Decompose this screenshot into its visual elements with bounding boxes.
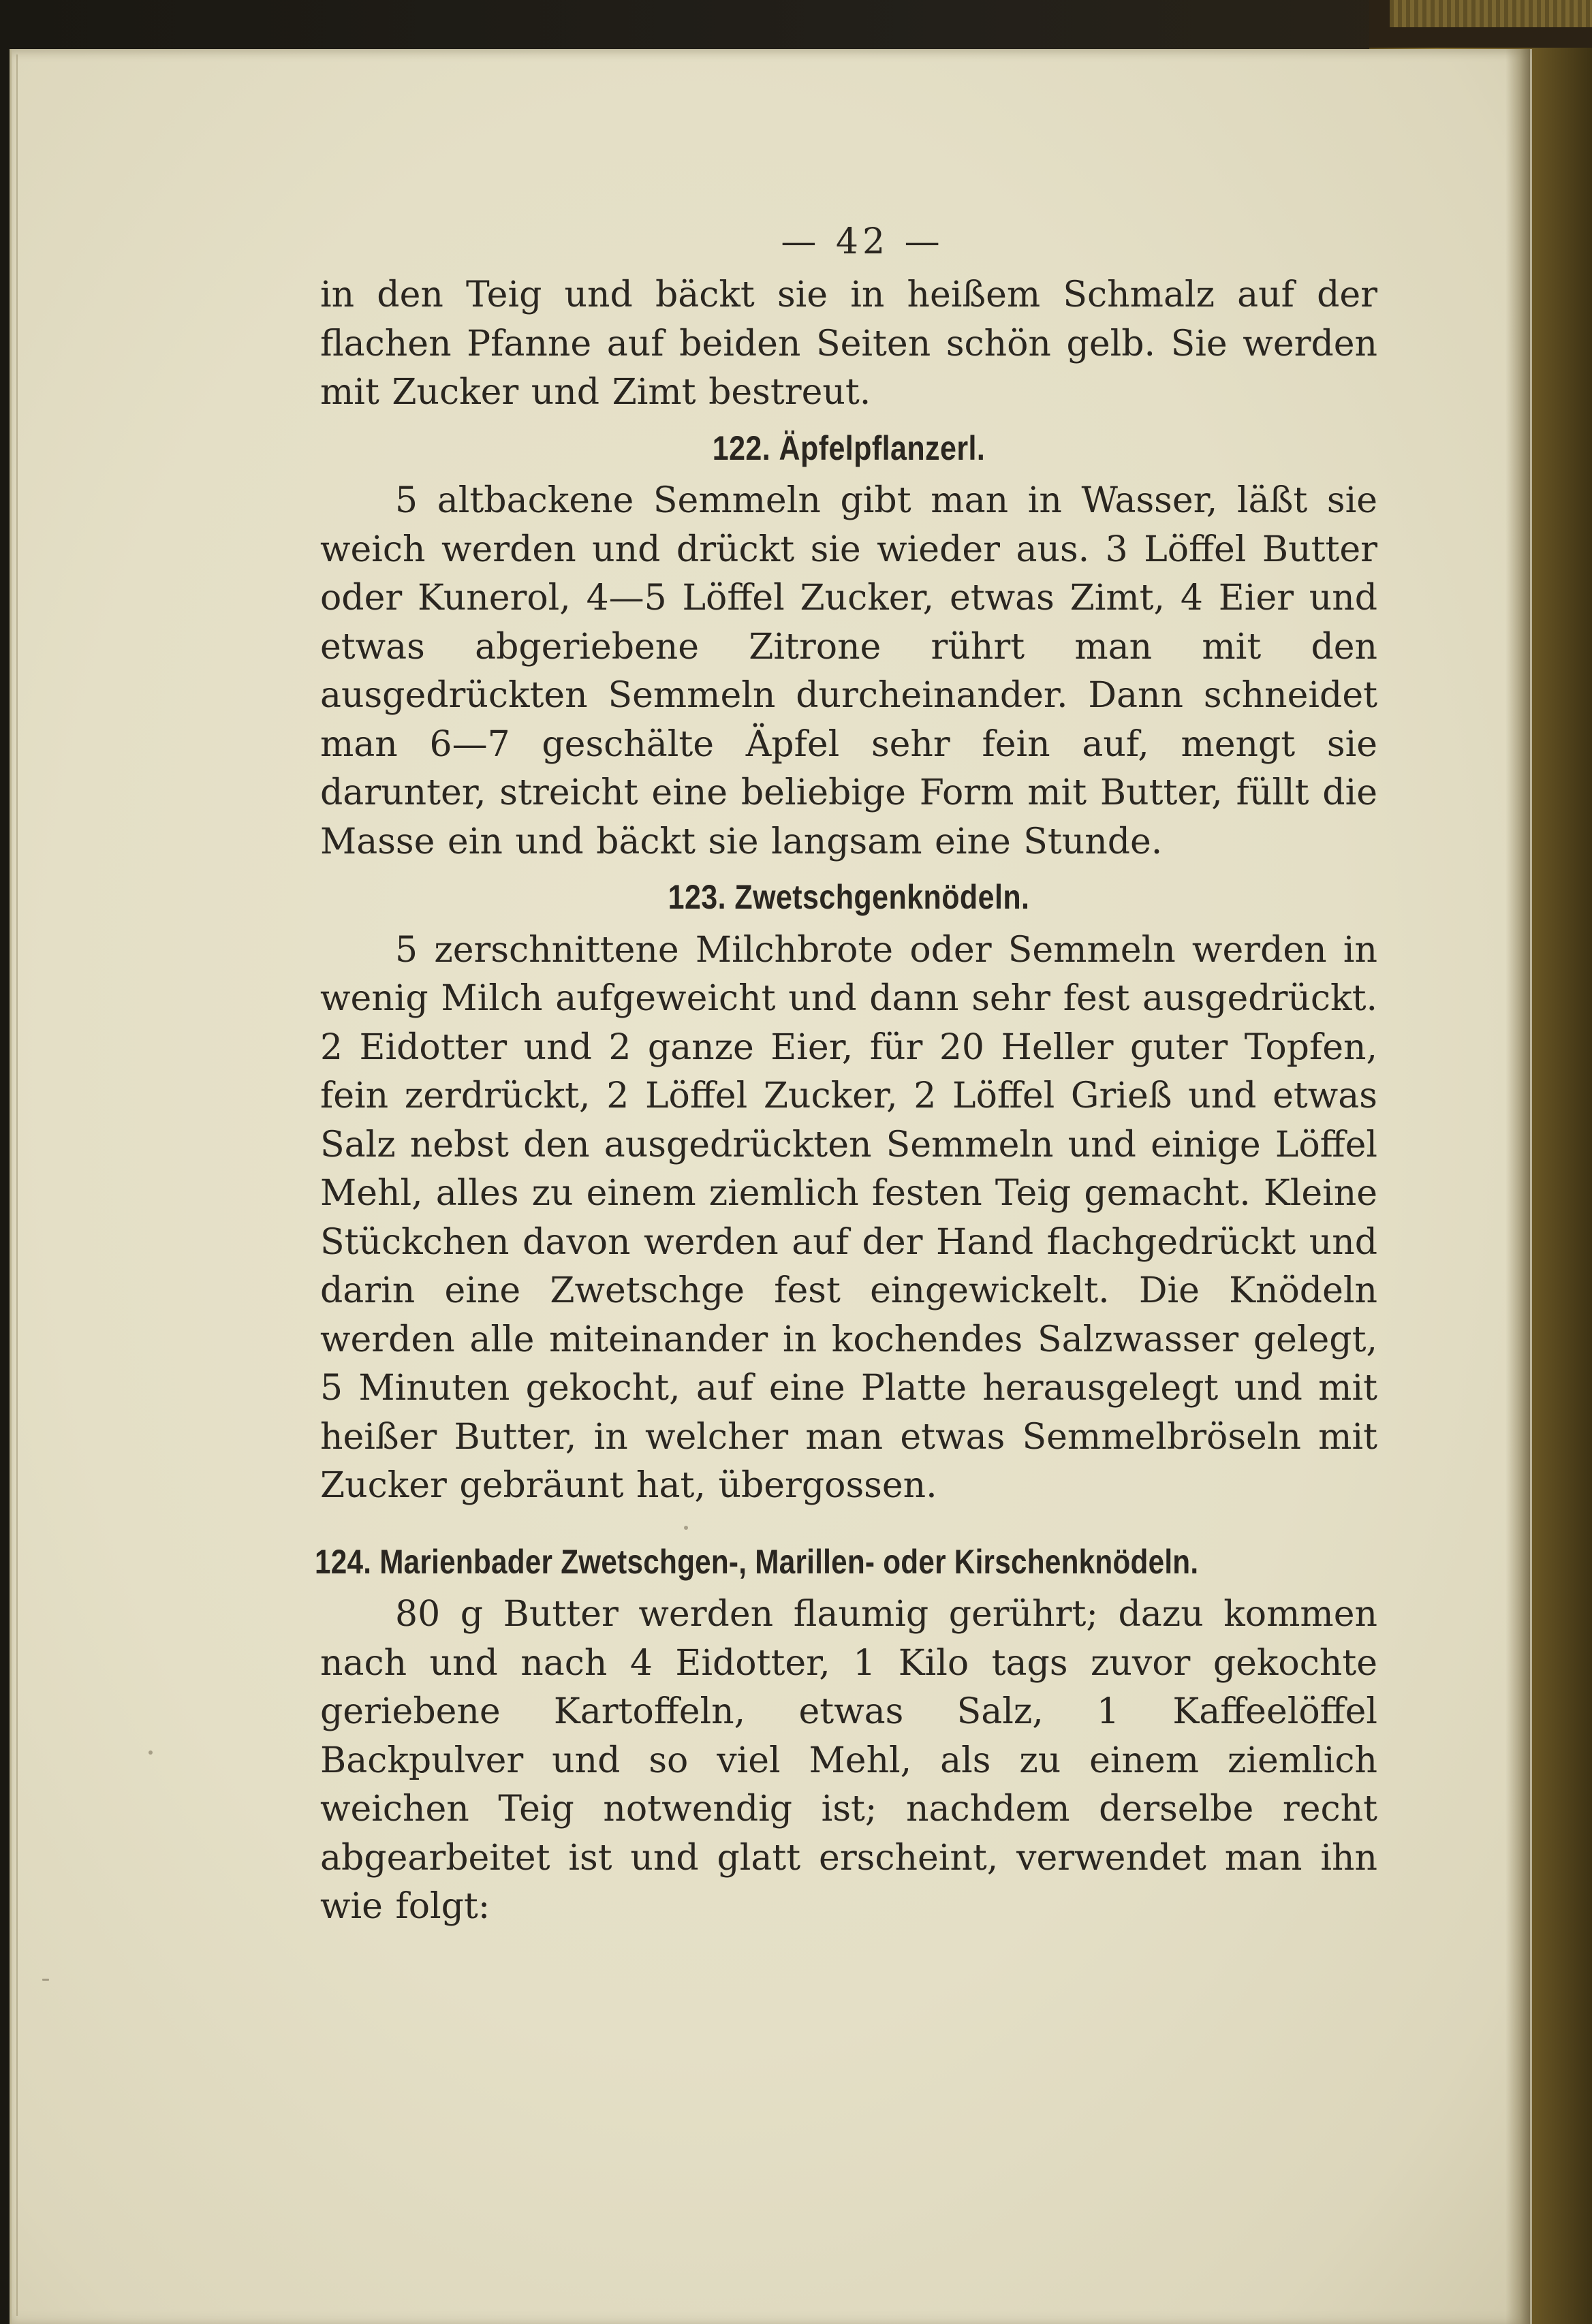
recipe-123-body: 5 zerschnittene Milchbrote oder Semmeln werden in wenig Milch aufgeweicht und dann sehr fest ausgedrückt. 2 Eidotter und 2 ganze Eier, für 20 Heller guter Topfen, fein zerdrückt, 2 Löffel Zucker, 2 Löffel Grieß und etwas Salz nebst den ausgedrückten Semmeln und einige Löffel Mehl, alles zu einem ziemlich festen Teig gemacht. Kleine Stückchen davon werden auf der Hand flachgedrückt und darin eine Zwetschge fest eingewickelt. Die Knödeln werden alle miteinander in kochendes Salzwasser gelegt, 5 Minuten gekocht, auf eine Platte herausgelegt und mit heißer Butter, in welcher man etwas Semmelbröseln mit Zucker gebräunt hat, übergossen. (320, 929, 1377, 1506)
book-cover-texture (1390, 0, 1592, 27)
recipe-122-title: 122. Äpfelpflanzerl. (712, 428, 986, 467)
recipe-123-title: 123. Zwetschgenknödeln. (668, 878, 1030, 916)
paper-speck (149, 1750, 153, 1755)
recipe-124-title: 124. Marienbader Zwetschgen-, Marillen- oder Kirschenknödeln. (315, 1542, 1199, 1581)
recipe-124-body: 80 g Butter werden flaumig gerührt; dazu kommen nach und nach 4 Eidotter, 1 Kilo tags zuvor gekochte geriebene Kartoffeln, etwas Salz, 1 Kaffeelöffel Backpulver und so viel Mehl, als zu einem ziemlich weichen Teig notwendig ist; nachdem derselbe recht abgearbeitet ist und glatt erscheint, verwendet man ihn wie folgt: (320, 1594, 1377, 1927)
intro-paragraph: in den Teig und bäckt sie in heißem Schmalz auf der flachen Pfanne auf beiden Seiten schön gelb. Sie werden mit Zucker und Zimt bestreut. (320, 274, 1377, 413)
page-edge-line (16, 54, 18, 2316)
recipe-122-body: 5 altbackene Semmeln gibt man in Wasser, läßt sie weich werden und drückt sie wieder aus. 3 Löffel Butter oder Kunerol, 4—5 Löffel Zucker, etwas Zimt, 4 Eier und etwas abgeriebene Zitrone rührt man mit den ausgedrückten Semmeln durcheinander. Dann schneidet man 6—7 geschälte Äpfel sehr fein auf, mengt sie darunter, streicht eine beliebige Form mit Butter, füllt die Masse ein und bäckt sie langsam eine Stunde. (320, 480, 1377, 862)
page-number: — 42 — (781, 221, 944, 262)
paper-speck (42, 1979, 49, 1981)
page-text-block (315, 218, 1377, 1932)
page-gutter-shadow (1505, 49, 1530, 2324)
